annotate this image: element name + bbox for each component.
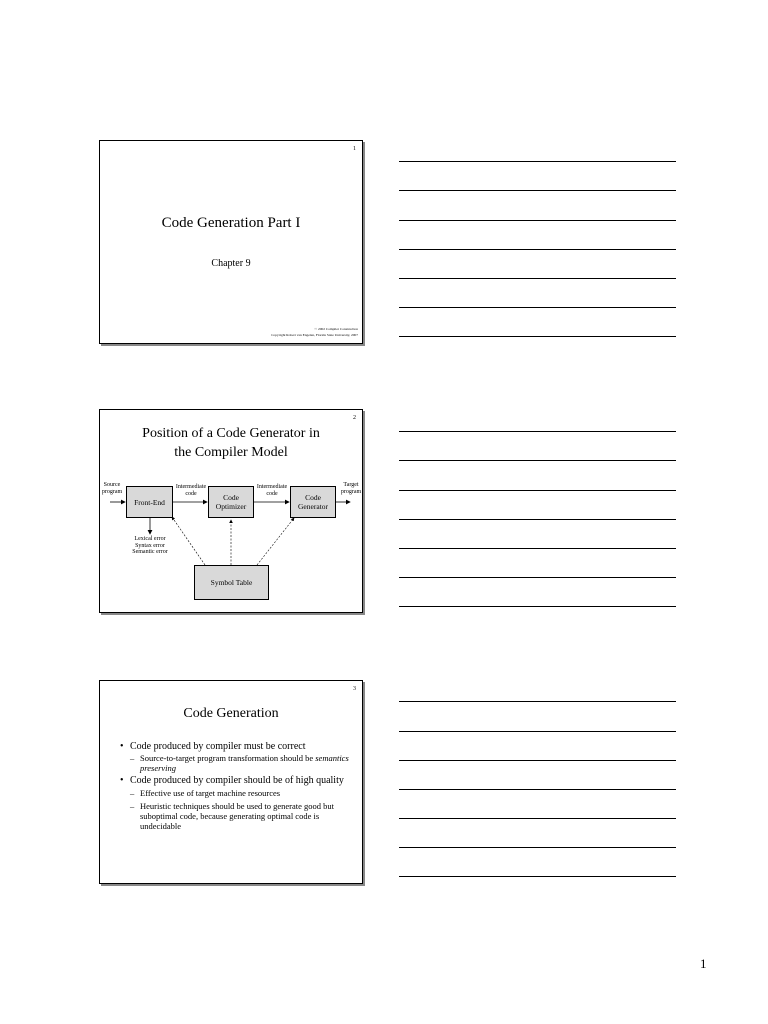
- notes-line: [399, 876, 676, 877]
- copyright-line-2: Copyright Robert van Engelen, Florida State University, 2007: [271, 333, 358, 337]
- slide-subtitle: Chapter 9: [211, 258, 251, 269]
- notes-line: [399, 847, 676, 848]
- symbol-table-box: [194, 565, 269, 600]
- slide-number: 2: [353, 415, 356, 421]
- slide-3: [99, 680, 363, 884]
- notes-line: [399, 577, 676, 578]
- notes-line: [399, 249, 676, 250]
- bullet-item: • Code produced by compiler must be correct: [120, 741, 352, 753]
- slide-title: Code Generation: [183, 706, 279, 721]
- notes-line: [399, 548, 676, 549]
- slide-number: 3: [353, 686, 356, 692]
- source-program-label: Source program: [101, 482, 123, 495]
- notes-line: [399, 606, 676, 607]
- notes-line: [399, 161, 676, 162]
- notes-line: [399, 490, 676, 491]
- notes-line: [399, 701, 676, 702]
- page-number: 1: [700, 956, 707, 971]
- front-end-label: Front-End: [134, 497, 165, 507]
- sub-bullet-item: – Source-to-target program transformation should be semantics preserving: [120, 753, 352, 773]
- intermediate-code-label-2: Intermediate code: [256, 484, 288, 497]
- slide-title-line-2: the Compiler Model: [174, 445, 288, 460]
- sub-bullet-item: – Effective use of target machine resources: [120, 788, 352, 798]
- slide-1: [99, 140, 363, 344]
- copyright-line-1: © 2002 Compiler Construction: [314, 327, 358, 331]
- target-program-label: Target program: [340, 482, 362, 495]
- notes-line: [399, 818, 676, 819]
- notes-line: [399, 431, 676, 432]
- notes-line: [399, 519, 676, 520]
- slide-number: 1: [353, 146, 356, 152]
- slide-title: Code Generation Part I: [161, 215, 301, 231]
- slide-title-line-1: Position of a Code Generator in: [142, 426, 320, 441]
- bullet-item: • Code produced by compiler should be of high quality: [120, 775, 352, 787]
- notes-line: [399, 760, 676, 761]
- code-generator-label: Code Generator: [298, 493, 328, 511]
- errors-label: Lexical error Syntax error Semantic error: [132, 536, 168, 555]
- code-optimizer-box: [208, 486, 254, 518]
- intermediate-code-label-1: Intermediate code: [175, 484, 207, 497]
- sub-bullet-item: – Heuristic techniques should be used to generate good but suboptimal code, because generating optimal code is undecidable: [120, 801, 352, 831]
- code-optimizer-label: Code Optimizer: [215, 493, 247, 511]
- notes-line: [399, 190, 676, 191]
- notes-line: [399, 278, 676, 279]
- notes-line: [399, 460, 676, 461]
- slide-2: [99, 409, 363, 613]
- notes-line: [399, 307, 676, 308]
- front-end-box: [126, 486, 173, 518]
- notes-line: [399, 220, 676, 221]
- bullet-list: [120, 741, 352, 831]
- code-generator-box: [290, 486, 336, 518]
- notes-line: [399, 789, 676, 790]
- symbol-table-label: Symbol Table: [210, 578, 253, 587]
- notes-line: [399, 336, 676, 337]
- notes-line: [399, 731, 676, 732]
